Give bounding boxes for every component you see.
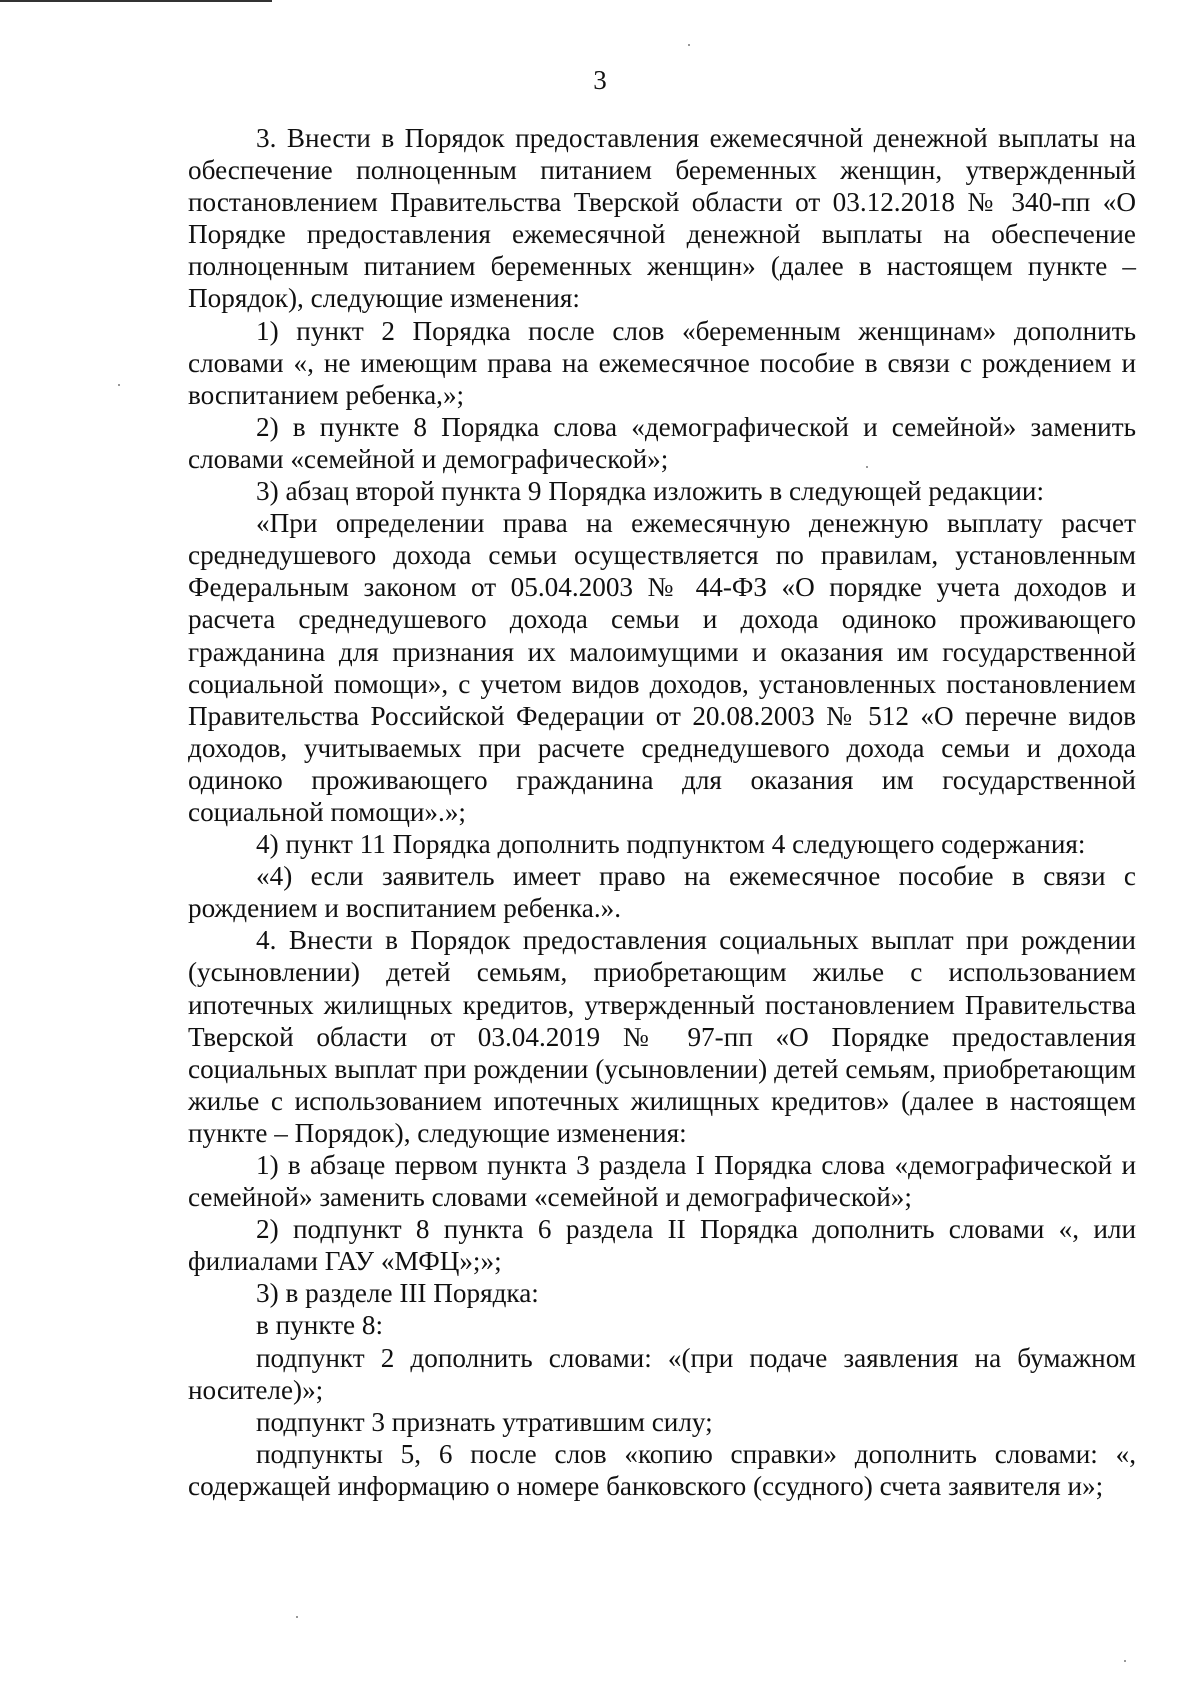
paragraph-item-2: 2) в пункте 8 Порядка слова «демографической и семейной» заменить словами «семейной и демографической»; bbox=[188, 411, 1136, 474]
scan-speck bbox=[866, 466, 868, 468]
paragraph-subitem-2: подпункт 2 дополнить словами: «(при подаче заявления на бумажном носителе)»; bbox=[188, 1342, 1136, 1405]
scan-speck bbox=[296, 1616, 298, 1618]
paragraph-in-point-8: в пункте 8: bbox=[256, 1310, 384, 1341]
paragraph-item-4: 4) пункт 11 Порядка дополнить подпунктом 4 следующего содержания: bbox=[256, 829, 1086, 860]
paragraph-section-4: 4. Внести в Порядок предоставления социальных выплат при рождении (усыновлении) детей семьям, приобретающим жилье с использованием ипотечных жилищных кредитов, утвержденный постановлением Правительства Тверской области от 03.04.2019 № 97-пп «О Порядке предоставления социальных выплат при рождении (усыновлении) детей семьям, приобретающим жилье с использованием ипотечных жилищных кредитов» (далее в настоящем пункте – Порядок), следующие изменения: bbox=[188, 925, 1136, 1148]
page-number: 3 bbox=[593, 65, 607, 95]
paragraph-section-3: 3. Внести в Порядок предоставления ежемесячной денежной выплаты на обеспечение полноценным питанием беременных женщин, утвержденный постановлением Правительства Тверской области от 03.12.2018 № 340-пп «О Порядке предоставления ежемесячной денежной выплаты на обеспечение полноценным питанием беременных женщин» (далее в настоящем пункте – Порядок), следующие изменения: bbox=[188, 123, 1136, 314]
scan-edge-line bbox=[0, 0, 272, 2]
scan-speck bbox=[1124, 1660, 1126, 1662]
paragraph-quoted-new-text: «При определении права на ежемесячную денежную выплату расчет среднедушевого дохода семьи осуществляется по правилам, установленным Федеральным законом от 05.04.2003 № 44-ФЗ «О порядке учета доходов и расчета среднедушевого дохода семьи и дохода одиноко проживающего гражданина для признания их малоимущими и оказания им государственной социальной помощи», с учетом видов доходов, установленных постановлением Правительства Российской Федерации от 20.08.2003 № 512 «О перечне видов доходов, учитываемых при расчете среднедушевого дохода семьи и дохода одиноко проживающего гражданина для оказания им государственной социальной помощи».»; bbox=[188, 508, 1136, 827]
scan-speck bbox=[688, 44, 690, 46]
paragraph-s4-item-3: 3) в разделе III Порядка: bbox=[256, 1278, 539, 1309]
document-body bbox=[188, 122, 1136, 1502]
scan-speck bbox=[118, 384, 120, 386]
paragraph-item-1: 1) пункт 2 Порядка после слов «беременным женщинам» дополнить словами «, не имеющим права на ежемесячное пособие в связи с рождением и воспитанием ребенка,»; bbox=[188, 315, 1136, 410]
paragraph-s4-item-2: 2) подпункт 8 пункта 6 раздела II Порядка дополнить словами «, или филиалами ГАУ «МФЦ»;»; bbox=[188, 1214, 1136, 1277]
paragraph-subitems-5-6: подпункты 5, 6 после слов «копию справки» дополнить словами: «, содержащей информацию о номере банковского (ссудного) счета заявителя и»; bbox=[188, 1438, 1136, 1501]
paragraph-s4-item-1: 1) в абзаце первом пункта 3 раздела I Порядка слова «демографической и семейной» заменить словами «семейной и демографической»; bbox=[188, 1150, 1136, 1213]
paragraph-quoted-subitem-4: «4) если заявитель имеет право на ежемесячное пособие в связи с рождением и воспитанием ребенка.». bbox=[188, 861, 1136, 924]
paragraph-item-3: 3) абзац второй пункта 9 Порядка изложить в следующей редакции: bbox=[256, 476, 1044, 507]
paragraph-subitem-3: подпункт 3 признать утратившим силу; bbox=[256, 1406, 713, 1437]
